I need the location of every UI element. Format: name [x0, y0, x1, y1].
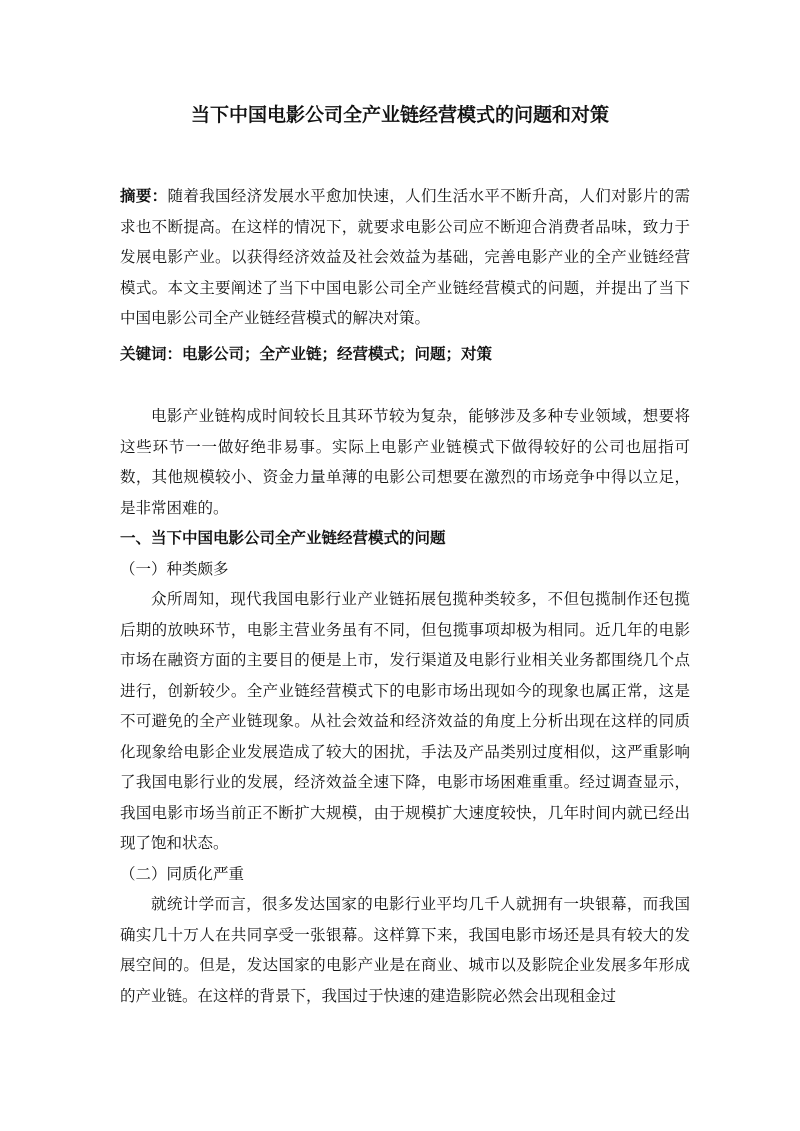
main-content: [120, 401, 690, 1011]
abstract-label: 摘要：: [120, 187, 168, 205]
abstract-text: 随着我国经济发展水平愈加快速，人们生活水平不断升高，人们对影片的需求也不断提高。在这样的情况下，就要求电影公司应不断迎合消费者品味，致力于发展电影产业。以获得经济效益及社会效益为基础，完善电影产业的全产业链经营模式。本文主要阐述了当下中国电影公司全产业链经营模式的问题，并提出了当下中国电影公司全产业链经营模式的解决对策。: [120, 187, 690, 327]
subsection-1-paragraph: 众所周知，现代我国电影行业产业链拓展包揽种类较多，不但包揽制作还包揽后期的放映环节，电影主营业务虽有不同，但包揽事项却极为相同。近几年的电影市场在融资方面的主要目的便是上市，发行渠道及电影行业相关业务都围绕几个点进行，创新较少。全产业链经营模式下的电影市场出现如今的现象也属正常，这是不可避免的全产业链现象。从社会效益和经济效益的角度上分析出现在这样的同质化现象给电影企业发展造成了较大的困扰，手法及产品类别过度相似，这严重影响了我国电影行业的发展，经济效益全速下降，电影市场困难重重。经过调查显示，我国电影市场当前正不断扩大规模，由于规模扩大速度较快，几年时间内就已经出现了饱和状态。: [120, 590, 690, 852]
keywords-label: 关键词：: [120, 345, 183, 363]
subsection-2-paragraph: 就统计学而言，很多发达国家的电影行业平均几千人就拥有一块银幕，而我国确实几十万人在共同享受一张银幕。这样算下来，我国电影市场还是具有较大的发展空间的。但是，发达国家的电影产业是在商业、城市以及影院企业发展多年形成的产业链。在这样的背景下，我国过于快速的建造影院必然会出现租金过: [120, 895, 690, 1005]
abstract-paragraph: [120, 181, 690, 334]
document-title: 当下中国电影公司全产业链经营模式的问题和对策: [190, 104, 609, 126]
section-1-heading: 一、当下中国电影公司全产业链经营模式的问题: [120, 529, 446, 547]
keywords-text: 电影公司；全产业链；经营模式；问题；对策: [182, 345, 493, 363]
keywords-block: [120, 339, 690, 370]
abstract-block: [120, 181, 690, 334]
intro-paragraph: 电影产业链构成时间较长且其环节较为复杂，能够涉及多种专业领域，想要将这些环节一一做好绝非易事。实际上电影产业链模式下做得较好的公司也屈指可数，其他规模较小、资金力量单薄的电影公司想要在激烈的市场竞争中得以立足，是非常困难的。: [120, 407, 690, 517]
subsection-2-heading: （二）同质化严重: [120, 864, 245, 883]
subsection-1-heading: （一）种类颇多: [120, 559, 229, 578]
keywords-line: [120, 339, 690, 370]
